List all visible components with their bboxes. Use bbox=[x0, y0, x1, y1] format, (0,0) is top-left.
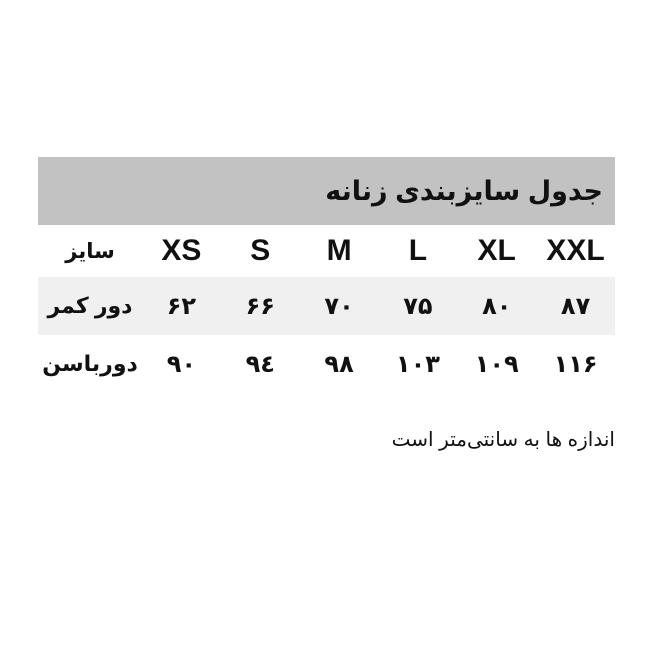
column-header-xs: XS bbox=[161, 234, 202, 267]
cell-hip-s: ۹٤ bbox=[245, 349, 275, 378]
cell-waist-xxl: ۸۷ bbox=[560, 292, 591, 320]
row-label-hip: دورباسن bbox=[42, 350, 138, 376]
column-header-size: سایز bbox=[65, 239, 115, 263]
cell-waist-xl: ۸۰ bbox=[482, 292, 512, 320]
cell-hip-xs: ۹۰ bbox=[166, 349, 197, 378]
cell-waist-xs: ۶۲ bbox=[166, 292, 197, 320]
column-header-l: L bbox=[408, 234, 428, 267]
cell-waist-m: ۷۰ bbox=[324, 292, 354, 320]
row-label-waist: دور کمر bbox=[47, 293, 133, 318]
column-header-s: S bbox=[250, 234, 271, 267]
cell-hip-xxl: ۱۱۶ bbox=[553, 349, 598, 378]
header-row bbox=[38, 225, 615, 277]
cell-waist-s: ۶۶ bbox=[245, 292, 275, 320]
cell-hip-l: ۱۰۳ bbox=[395, 349, 440, 378]
column-header-m: M bbox=[326, 234, 352, 267]
cell-waist-l: ۷۵ bbox=[403, 292, 433, 320]
size-table bbox=[38, 225, 615, 392]
cell-hip-m: ۹۸ bbox=[324, 349, 354, 378]
size-chart bbox=[38, 157, 615, 452]
cell-hip-xl: ۱۰۹ bbox=[474, 349, 519, 378]
table-title: جدول سایزبندی زنانه bbox=[325, 175, 603, 206]
column-header-xxl: XXL bbox=[546, 234, 605, 267]
column-header-xl: XL bbox=[477, 234, 516, 267]
units-note: اندازه ها به سانتی‌متر است bbox=[391, 429, 615, 451]
table-row-hip bbox=[38, 335, 615, 392]
title-bar bbox=[38, 157, 615, 225]
table-row-waist bbox=[38, 277, 615, 335]
